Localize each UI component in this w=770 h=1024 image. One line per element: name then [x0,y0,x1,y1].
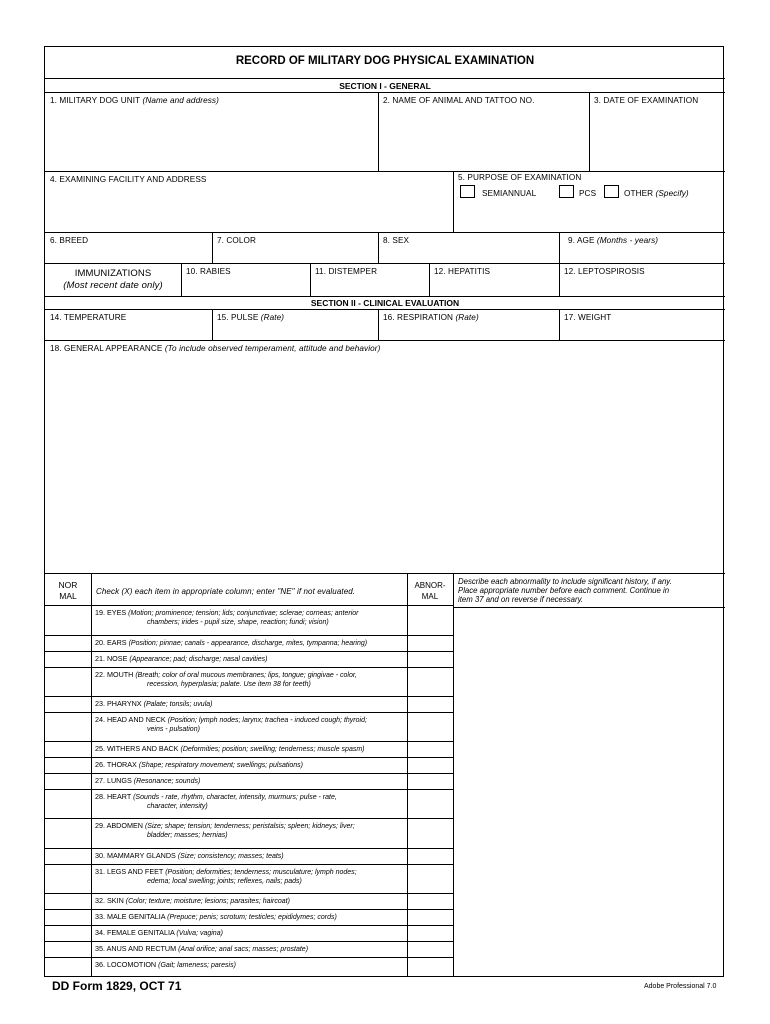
exam-item-row [95,960,453,970]
divider [212,232,213,263]
divider [453,607,725,608]
exam-item-description: (Prepuce; penis; scrotum; testicles; epididymes; cords) [167,914,337,921]
divider [559,232,560,263]
normal-check-cell[interactable] [45,757,91,773]
row-divider [45,818,453,819]
normal-check-cell[interactable] [45,848,91,864]
field-sex[interactable]: 8. SEX [383,236,410,245]
exam-item-description-cont: veins - pulsation) [147,726,200,733]
divider [559,309,560,340]
exam-item-row [95,944,453,954]
divider [45,263,725,264]
exam-item-row [95,608,453,627]
exam-item-row [95,851,453,861]
exam-item-name: 31. LEGS AND FEET [95,867,166,876]
normal-check-cell[interactable] [45,864,91,893]
divider [45,171,725,172]
exam-item-name: 22. MOUTH [95,670,136,679]
abnormal-header [407,580,453,602]
normal-check-cell[interactable] [45,957,91,973]
form-title: RECORD OF MILITARY DOG PHYSICAL EXAMINATION [235,55,535,67]
row-divider [45,635,453,636]
row-divider [45,848,453,849]
section-1-header: SECTION I - GENERAL [339,81,431,91]
exam-item-name: 29. ABDOMEN [95,821,145,830]
software-note: Adobe Professional 7.0 [644,983,717,990]
exam-item-row [95,744,453,754]
abnormal-check-cell[interactable] [407,864,453,893]
exam-item-name: 36. LOCOMOTION [95,960,159,969]
field-date-of-examination[interactable]: 3. DATE OF EXAMINATION [594,96,699,105]
normal-header-line: NOR [58,580,78,590]
exam-item-description: (Anal orifice; anal sacs; masses; prostate) [178,946,309,953]
exam-item-name: 25. WITHERS AND BACK [95,744,181,753]
exam-item-row [95,928,453,938]
form-id: DD Form 1829, OCT 71 [52,979,182,993]
immunizations-hint: (Most recent date only) [63,280,163,291]
field-hint: (Rate) [455,313,479,322]
normal-header [45,580,91,602]
other-checkbox[interactable] [604,185,619,198]
describe-line: item 37 and on reverse if necessary. [458,595,584,604]
exam-item-description: (Position; deformities; tenderness; musculature; lymph nodes; [165,869,357,876]
semiannual-label: SEMIANNUAL [482,189,537,198]
normal-check-cell[interactable] [45,818,91,848]
describe-line: Place appropriate number before each comment. Continue in [458,586,670,595]
abnormal-check-cell[interactable] [407,909,453,925]
abnormal-check-cell[interactable] [407,605,453,635]
divider [453,573,454,977]
row-divider [45,712,453,713]
row-divider [45,789,453,790]
normal-check-cell[interactable] [45,773,91,789]
divider [45,78,725,79]
exam-item-description-cont: edema; local swelling; joints; reflexes, nails; pads) [147,878,302,885]
row-divider [45,773,453,774]
exam-item-description: (Vulva; vagina) [176,930,223,937]
field-label: 9. AGE [568,236,597,245]
exam-item-row [95,792,453,811]
exam-item-description: (Size; consistency; masses; teats) [177,853,284,860]
exam-item-row [95,760,453,770]
divider [378,309,379,340]
divider [310,263,311,296]
exam-item-description: (Appearance; pad; discharge; nasal cavities) [129,656,268,663]
row-divider [45,957,453,958]
field-label: 15. PULSE [217,313,261,322]
field-hint: (To include observed temperament, attitude and behavior) [164,344,381,353]
immunizations-label: IMMUNIZATIONS [74,268,152,279]
abnormal-header-line: ABNOR- [414,581,446,590]
abnormal-check-cell[interactable] [407,757,453,773]
exam-item-name: 20. EARS [95,638,129,647]
exam-item-description-cont: recession, hyperplasia; palate. Use item 38 for teeth) [147,681,311,688]
field-examining-facility[interactable]: 4. EXAMINING FACILITY AND ADDRESS [50,175,207,184]
abnormal-check-cell[interactable] [407,696,453,712]
row-divider [45,909,453,910]
abnormal-check-cell[interactable] [407,893,453,909]
divider [45,340,725,341]
normal-check-cell[interactable] [45,789,91,818]
field-military-dog-unit[interactable] [50,96,219,105]
exam-item-description: (Motion; prominence; tension; lids; conjunctivae; sclerae; corneas; anterior [128,610,359,617]
normal-check-cell[interactable] [45,941,91,957]
row-divider [45,893,453,894]
abnormal-check-cell[interactable] [407,712,453,741]
abnormal-check-cell[interactable] [407,941,453,957]
field-respiration[interactable] [383,313,479,322]
exam-item-description-cont: bladder; masses; hernias) [147,832,228,839]
field-purpose-of-examination: 5. PURPOSE OF EXAMINATION [458,173,582,182]
pcs-checkbox[interactable] [559,185,574,198]
exam-item-description: (Palate; tonsils; uvula) [143,701,213,708]
exam-item-description: (Sounds - rate, rhythm, character, intensity, murmurs; pulse - rate, [133,794,337,801]
exam-item-name: 35. ANUS AND RECTUM [95,944,179,953]
row-divider [45,925,453,926]
normal-check-cell[interactable] [45,667,91,696]
abnormal-check-cell[interactable] [407,957,453,973]
divider [181,263,182,296]
divider [45,232,725,233]
field-temperature[interactable]: 14. TEMPERATURE [50,313,127,322]
semiannual-checkbox[interactable] [460,185,475,198]
exam-form [44,46,724,977]
divider [429,263,430,296]
row-divider [45,757,453,758]
exam-item-row [95,821,453,840]
section-2-header: SECTION II - CLINICAL EVALUATION [310,298,460,308]
row-divider [45,696,453,697]
exam-item-row [95,715,453,734]
abnormal-check-cell[interactable] [407,651,453,667]
exam-item-description-cont: chambers; irides - pupil size, shape, reaction; fundi; vision) [147,619,329,626]
field-color[interactable]: 7. COLOR [217,236,257,245]
field-hepatitis[interactable]: 12. HEPATITIS [434,267,491,276]
exam-item-name: 34. FEMALE GENITALIA [95,928,177,937]
divider [45,296,725,297]
divider [378,232,379,263]
abnormal-check-cell[interactable] [407,741,453,757]
describe-line: Describe each abnormality to include significant history, if any. [458,577,672,586]
describe-abnormality-header [458,577,672,604]
divider [45,92,725,93]
field-hint: (Months - years) [596,236,659,245]
pcs-label: PCS [579,189,597,198]
other-text: OTHER [624,189,656,198]
normal-check-cell[interactable] [45,605,91,635]
field-leptospirosis[interactable]: 12. LEPTOSPIROSIS [564,267,645,276]
field-hint: (Name and address) [142,96,219,105]
field-label: 16. RESPIRATION [383,313,456,322]
exam-item-name: 23. PHARYNX [95,699,144,708]
exam-item-description: (Shape; respiratory movement; swellings; pulsations) [138,762,303,769]
field-weight[interactable]: 17. WEIGHT [564,313,612,322]
exam-item-row [95,867,453,886]
field-hint: (Rate) [260,313,285,322]
exam-item-name: 19. EYES [95,608,129,617]
exam-item-name: 33. MALE GENITALIA [95,912,168,921]
exam-item-description: (Position; pinnae; canals - appearance, discharge, mites, tympanna; hearing) [128,640,368,647]
abnormal-check-cell[interactable] [407,925,453,941]
abnormal-check-cell[interactable] [407,773,453,789]
abnormal-check-cell[interactable] [407,848,453,864]
field-pulse[interactable] [217,313,284,322]
normal-check-cell[interactable] [45,925,91,941]
field-age[interactable] [568,236,658,245]
exam-item-row [95,654,453,664]
normal-header-line: MAL [59,591,77,601]
row-divider [45,741,453,742]
normal-check-cell[interactable] [45,712,91,741]
exam-item-name: 24. HEAD AND NECK [95,715,168,724]
normal-check-cell[interactable] [45,893,91,909]
normal-check-cell[interactable] [45,909,91,925]
normal-check-cell[interactable] [45,696,91,712]
exam-item-description: (Size; shape; tension; tenderness; peristalsis; spleen; kidneys; liver; [144,823,355,830]
exam-item-description: (Gait; lameness; paresis) [158,962,236,969]
field-label: 18. GENERAL APPEARANCE [50,344,165,353]
row-divider [45,864,453,865]
exam-item-name: 21. NOSE [95,654,130,663]
exam-item-row [95,896,453,906]
divider [45,605,453,606]
divider [453,171,454,232]
row-divider [45,941,453,942]
divider [45,309,725,310]
divider [559,263,560,296]
normal-check-cell[interactable] [45,635,91,651]
field-name-of-animal[interactable]: 2. NAME OF ANIMAL AND TATTOO NO. [383,96,535,105]
field-label: 1. MILITARY DOG UNIT [50,96,143,105]
abnormal-check-cell[interactable] [407,789,453,818]
field-general-appearance[interactable] [50,344,380,353]
evaluation-instruction: Check (X) each item in appropriate column; enter "NE" if not evaluated. [96,587,356,596]
exam-item-row [95,638,453,648]
exam-item-row [95,776,453,786]
divider [91,573,92,977]
exam-item-name: 32. SKIN [95,896,126,905]
exam-item-row [95,912,453,922]
exam-item-description: (Position; lymph nodes; larynx; trachea - induced cough; thyroid; [167,717,367,724]
other-hint: (Specify) [655,189,689,198]
exam-item-description: (Deformities; position; swelling; tenderness; muscle spasm) [180,746,365,753]
other-label [624,189,689,198]
exam-item-row [95,699,453,709]
exam-item-name: 28. HEART [95,792,134,801]
normal-check-cell[interactable] [45,651,91,667]
divider [378,92,379,171]
abnormal-check-cell[interactable] [407,818,453,848]
exam-item-description-cont: character, intensity) [147,803,208,810]
exam-item-description: (Color; texture; moisture; lesions; parasites; haircoat) [125,898,290,905]
abnormal-check-cell[interactable] [407,635,453,651]
exam-item-row [95,670,453,689]
row-divider [45,667,453,668]
abnormal-header-line: MAL [421,592,439,601]
divider [589,92,590,171]
field-breed[interactable]: 6. BREED [50,236,89,245]
field-distemper[interactable]: 11. DISTEMPER [315,267,378,276]
field-rabies[interactable]: 10. RABIES [186,267,231,276]
exam-item-name: 26. THORAX [95,760,139,769]
exam-item-name: 30. MAMMARY GLANDS [95,851,178,860]
exam-item-description: (Breath; color of oral mucous membranes; lips, tongue; gingivae - color, [135,672,357,679]
normal-check-cell[interactable] [45,741,91,757]
exam-item-name: 27. LUNGS [95,776,134,785]
exam-item-description: (Resonance; sounds) [133,778,201,785]
divider [212,309,213,340]
row-divider [45,651,453,652]
abnormal-check-cell[interactable] [407,667,453,696]
divider [45,573,725,574]
